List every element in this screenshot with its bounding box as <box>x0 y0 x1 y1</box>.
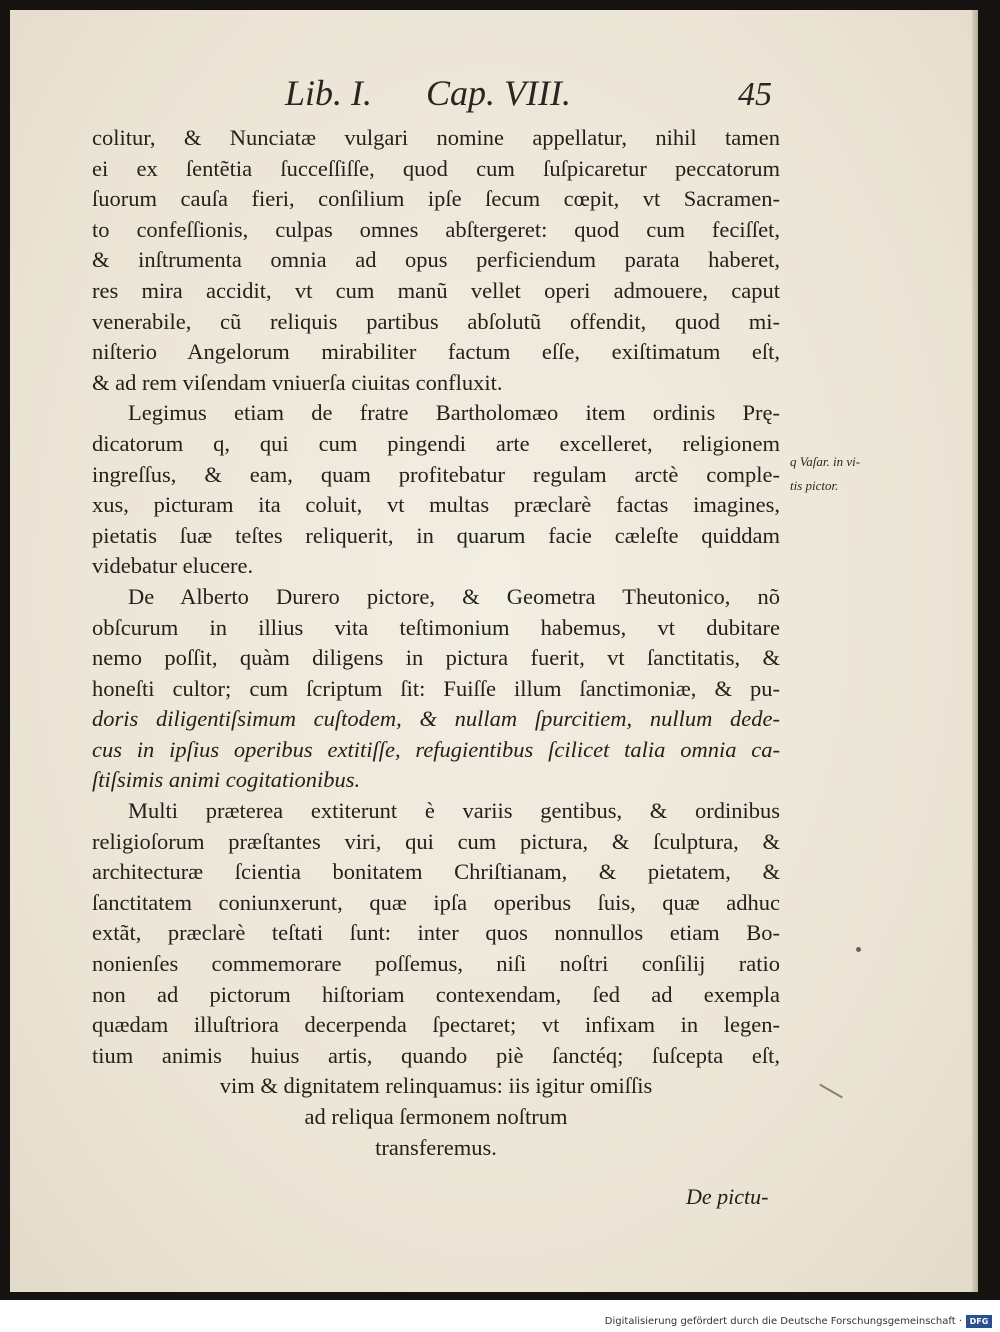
footer-credit: Digitalisierung gefördert durch die Deutsche Forschungsgemeinschaft · <box>604 1316 962 1327</box>
text-line: xus, picturam ita coluit, vt multas præclarè factas imagines, <box>92 492 780 518</box>
text-line: extãt, præclarè teſtati ſunt: inter quos nonnullos etiam Bo- <box>92 920 780 946</box>
text-line: nemo poſſit, quàm diligens in pictura fuerit, vt ſanctitatis, & <box>92 645 780 671</box>
text-line: ſuorum cauſa fieri, conſilium ipſe ſecum cœpit, vt Sacramen- <box>92 186 780 212</box>
dfg-logo-icon: DFG <box>966 1315 992 1328</box>
text-line: honeſti cultor; cum ſcriptum ſit: Fuiſſe illum ſanctimoniæ, & pu- <box>92 675 780 701</box>
text-line: & inſtrumenta omnia ad opus perficiendum parata haberet, <box>92 247 780 273</box>
text-line: ſanctitatem coniunxerunt, quæ ipſa operibus ſuis, quæ adhuc <box>92 889 780 915</box>
text-line: pietatis ſuæ teſtes reliquerit, in quarum facie cæleſte quiddam <box>92 522 780 548</box>
book-page <box>10 10 978 1292</box>
text-line: ei ex ſentẽtia ſucceſſiſſe, quod cum ſuſpicaretur peccatorum <box>92 155 780 181</box>
closing-line: vim & dignitatem relinquamus: iis igitur omiſſis <box>219 1073 653 1099</box>
header-chapter: Cap. VIII. <box>426 73 571 113</box>
text-line: cus in ipſius operibus extitiſſe, refugientibus ſcilicet talia omnia ca- <box>92 736 780 762</box>
text-line: colitur, & Nunciatæ vulgari nomine appellatur, nihil tamen <box>92 125 780 150</box>
header-book: Lib. I. <box>285 73 373 113</box>
margin-note-line: tis pictor. <box>790 478 839 493</box>
page-edge <box>972 10 978 1292</box>
text-line: & ad rem viſendam vniuerſa ciuitas confluxit. <box>92 369 503 395</box>
text-line: doris diligentiſsimum cuſtodem, & nullam ſpurcitiem, nullum dede- <box>92 706 780 732</box>
text-line: non ad pictorum hiſtoriam contexendam, ſed ad exempla <box>92 981 780 1007</box>
closing-line: transferemus. <box>375 1134 497 1160</box>
text-line: venerabile, cũ reliquis partibus abſolutũ offendit, quod mi- <box>92 308 780 334</box>
page-number: 45 <box>738 76 772 113</box>
text-line: Multi præterea extiterunt è variis gentibus, & ordinibus <box>128 798 780 824</box>
text-line: De Alberto Durero pictore, & Geometra Theutonico, nõ <box>128 583 780 609</box>
text-line: religioſorum præſtantes viri, qui cum pictura, & ſculptura, & <box>92 828 780 854</box>
ink-speck <box>856 947 861 952</box>
text-line: videbatur elucere. <box>92 553 254 579</box>
text-line: Legimus etiam de fratre Bartholomæo item ordinis Prę- <box>128 400 780 426</box>
running-header <box>10 72 978 116</box>
footer-bar <box>0 1300 1000 1332</box>
text-line: ingreſſus, & eam, quam profitebatur regulam arctè comple- <box>92 461 780 487</box>
text-line: dicatorum q, qui cum pingendi arte excelleret, religionem <box>92 430 780 456</box>
text-line: tium animis huius artis, quando piè ſanctéq; ſuſcepta eſt, <box>92 1042 780 1068</box>
margin-note-line: q Vaſar. in vi- <box>790 454 861 469</box>
text-line: nonienſes commemorare poſſemus, niſi noſtri conſilij ratio <box>92 951 780 977</box>
text-line: obſcurum in illius vita teſtimonium habemus, vt dubitare <box>92 614 780 640</box>
closing-line: ad reliqua ſermonem noſtrum <box>304 1104 568 1129</box>
text-line: quædam illuſtriora decerpenda ſpectaret; vt infixam in legen- <box>92 1012 780 1038</box>
text-line: ſtiſsimis animi cogitationibus. <box>92 767 361 793</box>
margin-note <box>790 450 870 498</box>
catchword: De pictu- <box>686 1184 769 1209</box>
text-line: to confeſſionis, culpas omnes abſtergeret: quod cum feciſſet, <box>92 216 780 242</box>
text-line: architecturæ ſcientia bonitatem Chriſtianam, & pietatem, & <box>92 859 780 885</box>
text-line: res mira accidit, vt cum manũ vellet operi admouere, caput <box>92 277 780 303</box>
body-text <box>92 123 780 1163</box>
text-line: niſterio Angelorum mirabiliter factum eſſe, exiſtimatum eſt, <box>92 339 780 365</box>
paper-scratch <box>819 1084 843 1099</box>
